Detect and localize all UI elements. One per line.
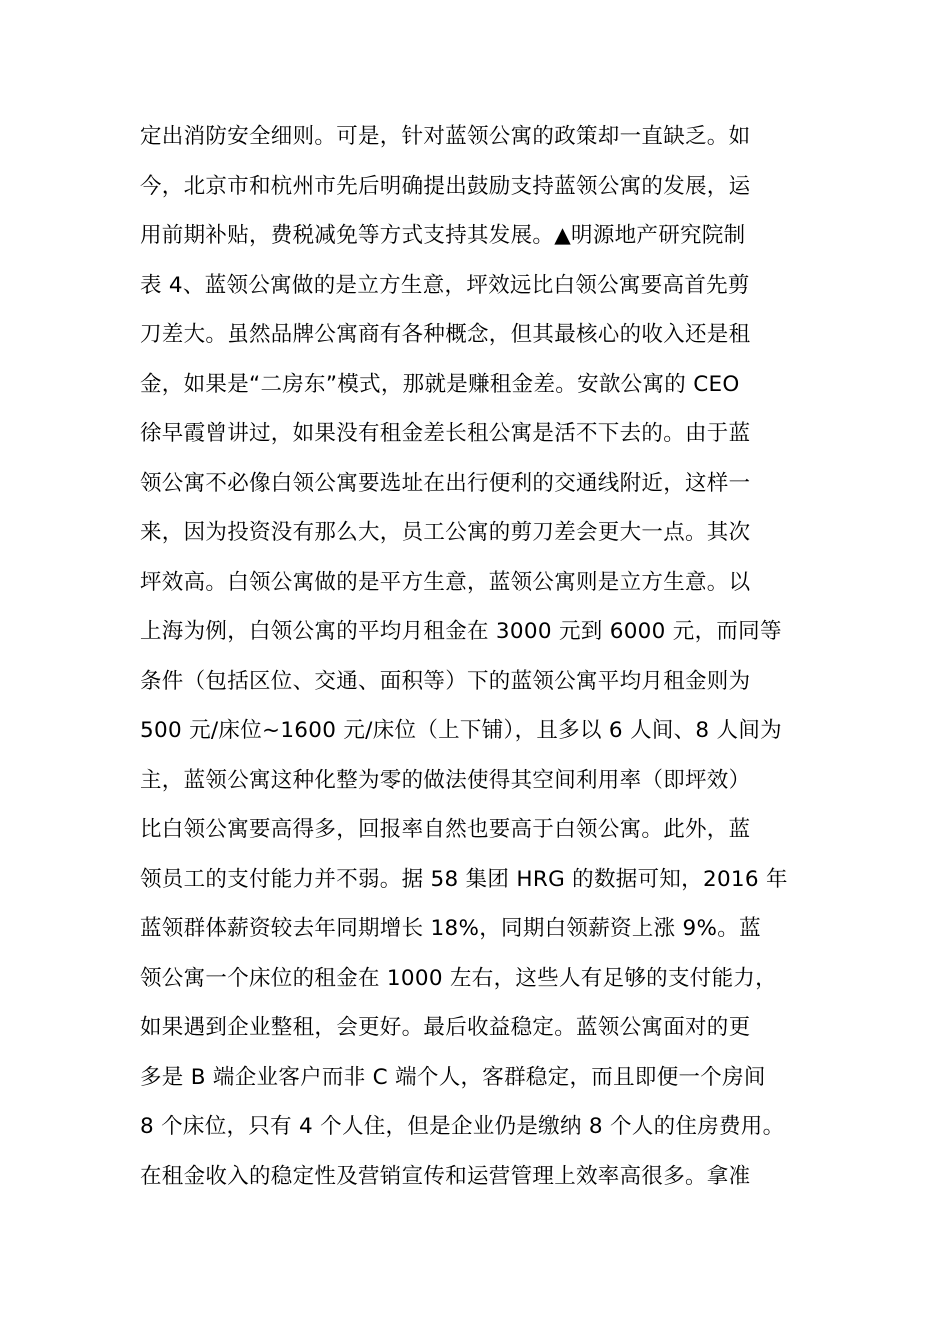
text-line: 多是 B 端企业客户而非 C 端个人，客群稳定，而且即便一个房间	[140, 1064, 766, 1090]
text-line: 8 个床位，只有 4 个人住，但是企业仍是缴纳 8 个人的住房费用。	[140, 1114, 785, 1139]
text-line: 如果遇到企业整租，会更好。最后收益稳定。蓝领公寓面对的更	[140, 1015, 751, 1040]
text-line: 蓝领群体薪资较去年同期增长 18%，同期白领薪资上涨 9%。蓝	[140, 916, 761, 941]
text-line: 坪效高。白领公寓做的是平方生意，蓝领公寓则是立方生意。以	[140, 569, 751, 595]
text-line: 来，因为投资没有那么大，员工公寓的剪刀差会更大一点。其次	[140, 520, 751, 545]
text-line: 主，蓝领公寓这种化整为零的做法使得其空间利用率（即坪效）	[140, 767, 751, 793]
text-line: 比白领公寓要高得多，回报率自然也要高于白领公寓。此外，蓝	[140, 817, 751, 842]
text-line: 刀差大。虽然品牌公寓商有各种概念，但其最核心的收入还是租	[140, 322, 751, 347]
text-line: 领员工的支付能力并不弱。据 58 集团 HRG 的数据可知，2016 年	[140, 866, 788, 892]
body-text	[140, 112, 820, 1201]
text-line: 定出消防安全细则。可是，针对蓝领公寓的政策却一直缺乏。如	[140, 124, 751, 149]
text-line: 表 4、蓝领公寓做的是立方生意，坪效远比白领公寓要高首先剪	[140, 272, 750, 298]
text-line: 今，北京市和杭州市先后明确提出鼓励支持蓝领公寓的发展，运	[140, 173, 751, 199]
text-line: 用前期补贴，费税减免等方式支持其发展。▲明源地产研究院制	[140, 223, 746, 248]
text-line: 领公寓不必像白领公寓要选址在出行便利的交通线附近，这样一	[140, 470, 751, 496]
text-line: 500 元/床位~1600 元/床位（上下铺），且多以 6 人间、8 人间为	[140, 718, 782, 743]
text-line: 领公寓一个床位的租金在 1000 左右，这些人有足够的支付能力，	[140, 965, 777, 991]
text-line: 条件（包括区位、交通、面积等）下的蓝领公寓平均月租金则为	[140, 668, 751, 694]
text-line: 在租金收入的稳定性及营销宣传和运营管理上效率高很多。拿准	[140, 1163, 751, 1189]
text-line: 金，如果是“二房东”模式，那就是赚租金差。安歆公寓的 CEO	[140, 371, 740, 397]
text-line: 上海为例，白领公寓的平均月租金在 3000 元到 6000 元，而同等	[140, 619, 782, 644]
text-line: 徐早霞曾讲过，如果没有租金差长租公寓是活不下去的。由于蓝	[140, 421, 751, 446]
